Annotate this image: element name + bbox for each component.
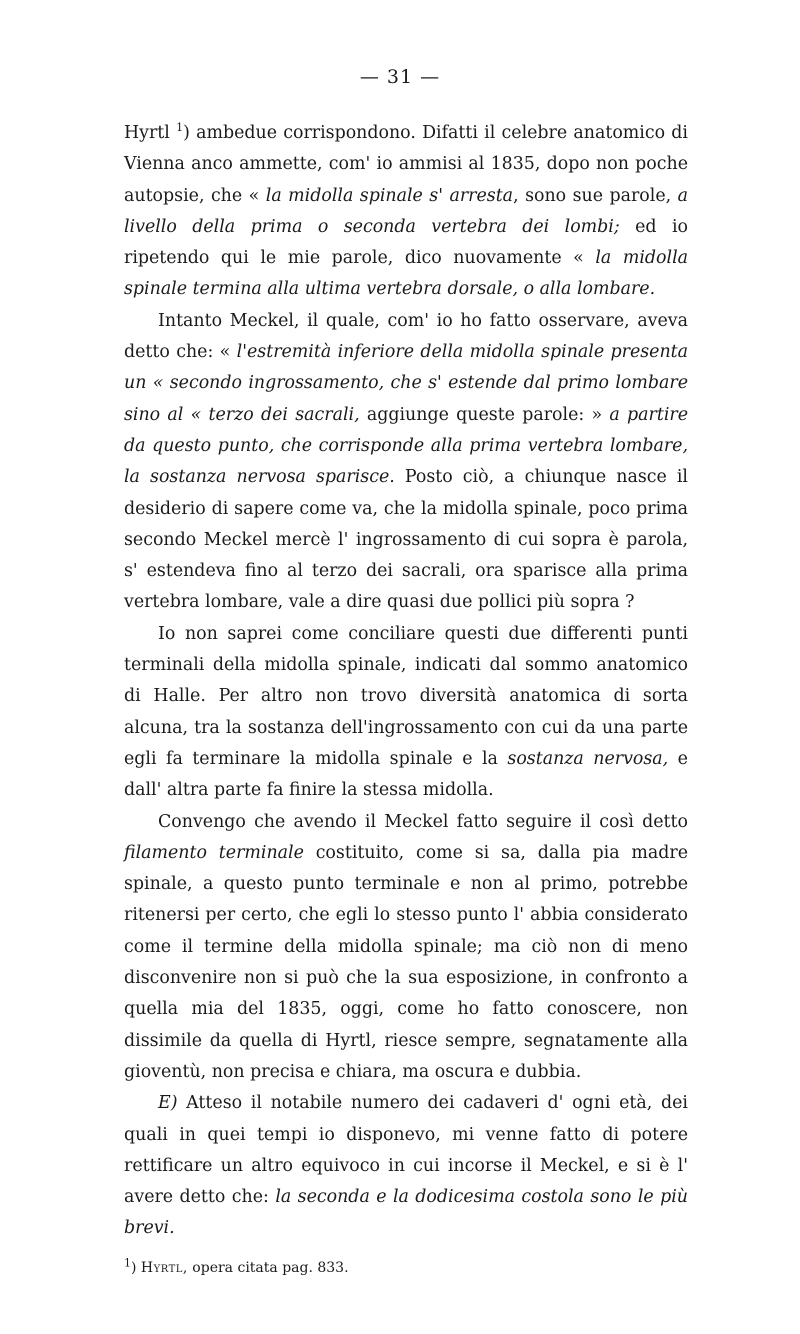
paragraph xyxy=(124,1088,688,1244)
paragraph xyxy=(124,306,688,619)
footnote-author: Hyrtl, xyxy=(140,1260,188,1276)
text-run: aggiunge queste parole: » xyxy=(359,404,610,425)
paragraph xyxy=(124,807,688,1089)
footnote-mark: 1 xyxy=(124,1256,131,1270)
text-run: ) ambedue corrispondono. Difatti il celebre anatomico di Vienna anco ammette, com' io ammisi al 1835, dopo non poche autopsie, che « xyxy=(124,123,688,206)
text-run: ed io ripetendo qui le mie parole, dico nuovamente « xyxy=(124,216,689,269)
text-run: Convengo che avendo il Meckel fatto seguire il così detto xyxy=(158,811,688,832)
italic-run: l'estremità inferiore della midolla spinale presenta un « secondo ingrossamento, che s' estende dal primo lombare sino al « terzo dei sacrali, xyxy=(124,342,689,425)
italic-run: a partire da questo punto, che corrisponde alla prima vertebra lombare, la sostanza nervosa sparisce. xyxy=(124,404,688,488)
paragraph xyxy=(124,118,688,306)
italic-run: filamento terminale xyxy=(124,842,304,863)
italic-run: E) xyxy=(158,1093,178,1114)
footnote-text: opera citata pag. 833. xyxy=(187,1260,349,1276)
text-run: Hyrtl xyxy=(124,123,177,143)
italic-run: la seconda e la dodicesima costola sono le più brevi. xyxy=(124,1187,688,1239)
italic-run: a livello della prima o seconda vertebra dei lombi; xyxy=(124,185,689,237)
body-text xyxy=(124,118,688,1245)
text-run: Atteso il notabile numero dei cadaveri d' ogni età, dei quali in quei tempi io disponevo, mi venne fatto di potere rettificare un altro equivoco in cui incorse il Meckel, e si è l' avere detto che: xyxy=(124,1093,688,1208)
footnote-reference: 1 xyxy=(176,121,184,135)
italic-run: la midolla spinale termina alla ultima vertebra dorsale, o alla lombare. xyxy=(124,248,688,300)
text-run: Io non saprei come conciliare questi due differenti punti terminali della midolla spinale, indicati dal sommo anatomico di Halle. Per altro non trovo diversità anatomica di sorta alcuna, tra la sostanza dell'ingrossamento con cui da una parte egli fa terminare la midolla spinale e la xyxy=(124,623,688,769)
italic-run: la midolla spinale s' arresta xyxy=(265,185,514,206)
page-number: — 31 — xyxy=(359,66,441,88)
paragraph xyxy=(124,619,688,807)
text-run: , sono sue parole, xyxy=(513,185,678,206)
text-run: Intanto Meckel, il quale, com' io ho fatto osservare, aveva detto che: « xyxy=(124,310,688,363)
text-run: costituito, come si sa, dalla pia madre spinale, a questo punto terminale e non al primo, potrebbe ritenersi per certo, che egli lo stesso punto l' abbia considerato come il termine della midolla spinale; ma ciò non di meno disconvenire non si può che la sua esposizione, in confronto a quella mia del 1835, oggi, come ho fatto conoscere, non dissimile da quella di Hyrtl, riesce sempre, segnatamente alla gioventù, non precisa e chiara, ma oscura e dubbia. xyxy=(124,842,688,1082)
text-run: e dall' altra parte fa finire la stessa midolla. xyxy=(124,748,688,801)
text-run: Posto ciò, a chiunque nasce il desiderio di sapere come va, che la midolla spinale, poco prima secondo Meckel mercè l' ingrossamento di cui sopra è parola, s' estendeva fino al terzo dei sacrali, ora sparisce alla prima vertebra lombare, vale a dire quasi due pollici più sopra ? xyxy=(124,467,688,613)
footnote: $^1$) Hyrtl, opera citata pag. 833. xyxy=(124,1256,349,1276)
italic-run: sostanza nervosa, xyxy=(507,748,669,769)
